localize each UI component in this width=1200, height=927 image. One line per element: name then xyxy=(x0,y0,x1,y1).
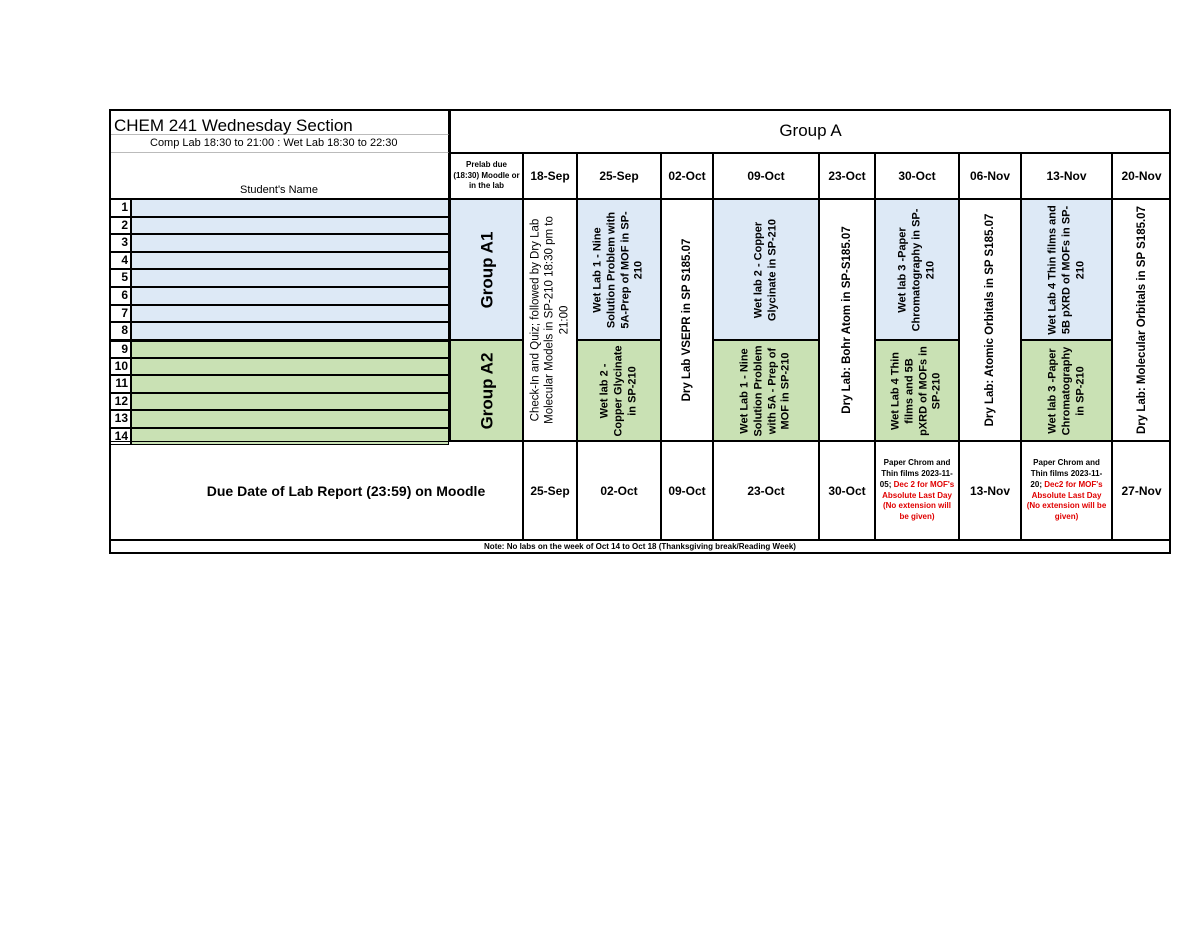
activity-oct02 xyxy=(661,199,713,441)
due-sep18: 25-Sep xyxy=(523,441,577,540)
group-a2-label: Group A2 xyxy=(476,352,496,429)
row-number: 14 xyxy=(109,428,131,445)
student-name-header xyxy=(109,153,449,199)
group-a-header-text: Group A xyxy=(779,121,842,140)
row-number: 11 xyxy=(109,375,131,393)
activity-a2-oct30 xyxy=(875,340,959,441)
activity-a2-sep25-text: Wet lab 2 - Copper Glycinate in SP-210 xyxy=(598,344,638,437)
subtitle-cell xyxy=(109,135,449,153)
date-header-nov13: 13-Nov xyxy=(1021,153,1112,199)
due-oct02: 09-Oct xyxy=(661,441,713,540)
date-header-oct23: 23-Oct xyxy=(819,153,875,199)
row-number: 7 xyxy=(109,305,131,322)
row-number: 9 xyxy=(109,340,131,358)
row-number: 8 xyxy=(109,322,131,340)
date-header-oct09: 09-Oct xyxy=(713,153,819,199)
student-name-cell[interactable] xyxy=(131,199,449,217)
due-oct30-red: Dec 2 for MOF's Absolute Last Day (No extension will be given) xyxy=(882,479,955,522)
student-name-cell[interactable] xyxy=(131,358,449,375)
due-nov13 xyxy=(1021,441,1112,540)
row-number: 10 xyxy=(109,358,131,375)
activity-nov06 xyxy=(959,199,1021,441)
activity-a1-nov13-text: Wet Lab 4 Thin films and 5B pXRD of MOFs in SP-210 xyxy=(1045,204,1086,335)
date-header-oct30: 30-Oct xyxy=(875,153,959,199)
date-header-sep18: 18-Sep xyxy=(523,153,577,199)
row-number: 12 xyxy=(109,393,131,410)
due-nov20: 27-Nov xyxy=(1112,441,1171,540)
student-name-cell[interactable] xyxy=(131,234,449,252)
title-cell xyxy=(109,109,449,135)
date-header-nov20: 20-Nov xyxy=(1112,153,1171,199)
activity-nov20-text: Dry Lab: Molecular Orbitals in SP S185.07 xyxy=(1135,206,1148,434)
row-number: 2 xyxy=(109,217,131,234)
student-name-cell[interactable] xyxy=(131,322,449,340)
prelab-header-text: Prelab due (18:30) Moodle or in the lab xyxy=(453,159,520,191)
row-number: 6 xyxy=(109,287,131,305)
activity-a1-oct30 xyxy=(875,199,959,340)
due-nov13-red: Dec2 for MOF's Absolute Last Day (No extension will be given) xyxy=(1026,479,1107,522)
student-rows xyxy=(109,199,449,443)
due-oct30 xyxy=(875,441,959,540)
row-number: 4 xyxy=(109,252,131,269)
student-name-cell[interactable] xyxy=(131,410,449,428)
due-date-label-text: Due Date of Lab Report (23:59) on Moodle xyxy=(206,482,486,499)
due-nov13-black: Paper Chrom and Thin films 2023-11-20; xyxy=(1030,458,1103,489)
sheet-subtitle: Comp Lab 18:30 to 21:00 : Wet Lab 18:30 to 22:30 xyxy=(150,137,398,149)
row-number: 1 xyxy=(109,199,131,217)
activity-oct23 xyxy=(819,199,875,441)
group-a-header xyxy=(449,109,1171,153)
due-oct09: 23-Oct xyxy=(713,441,819,540)
activity-nov20 xyxy=(1112,199,1171,441)
student-name-cell[interactable] xyxy=(131,305,449,322)
due-oct30-black: Paper Chrom and Thin films 2023-11-05; xyxy=(879,458,953,489)
row-number: 13 xyxy=(109,410,131,428)
student-name-cell[interactable] xyxy=(131,340,449,358)
activity-a2-oct09 xyxy=(713,340,819,441)
schedule-sheet xyxy=(109,109,1171,554)
due-nov06: 13-Nov xyxy=(959,441,1021,540)
activity-a1-nov13 xyxy=(1021,199,1112,340)
student-name-cell[interactable] xyxy=(131,217,449,234)
date-header-nov06: 06-Nov xyxy=(959,153,1021,199)
row-number: 3 xyxy=(109,234,131,252)
due-oct23: 30-Oct xyxy=(819,441,875,540)
date-header-sep25: 25-Sep xyxy=(577,153,661,199)
prelab-header xyxy=(449,153,523,199)
group-a2-cell xyxy=(449,340,523,441)
date-header-oct02: 02-Oct xyxy=(661,153,713,199)
activity-a2-nov13 xyxy=(1021,340,1112,441)
group-a1-cell xyxy=(449,199,523,340)
sheet-title: CHEM 241 Wednesday Section xyxy=(114,116,353,135)
student-name-header-text: Student's Name xyxy=(240,184,318,196)
activity-a2-nov13-text: Wet lab 3 -Paper Chromatography in SP-210 xyxy=(1045,346,1086,435)
due-sep25: 02-Oct xyxy=(577,441,661,540)
activity-a1-oct30-text: Wet lab 3 -Paper Chromatography in SP-210 xyxy=(896,208,936,331)
activity-a2-oct09-text: Wet Lab 1 - Nine Solution Problem with 5A - Prep of MOF in SP-210 xyxy=(738,344,792,437)
activity-sep18 xyxy=(523,199,577,441)
activity-a1-oct09-text: Wet lab 2 - Copper Glycinate in SP-210 xyxy=(752,218,778,321)
note-text: Note: No labs on the week of Oct 14 to Oct 18 (Thanksgiving break/Reading Week) xyxy=(484,542,796,551)
group-a1-label: Group A1 xyxy=(476,231,496,308)
student-name-cell[interactable] xyxy=(131,252,449,269)
student-name-cell[interactable] xyxy=(131,393,449,410)
activity-nov06-text: Dry Lab: Atomic Orbitals in SP S185.07 xyxy=(983,213,996,427)
due-date-label xyxy=(109,441,523,540)
activity-oct23-text: Dry Lab: Bohr Atom in SP-S185.07 xyxy=(840,226,853,414)
note-row xyxy=(109,540,1171,554)
activity-a2-oct30-text: Wet Lab 4 Thin films and 5B pXRD of MOFs in SP-210 xyxy=(889,345,943,436)
activity-a2-sep25 xyxy=(577,340,661,441)
student-name-cell[interactable] xyxy=(131,269,449,287)
student-name-cell[interactable] xyxy=(131,375,449,393)
activity-sep18-text: Check-In and Quiz; followed by Dry Lab Molecular Models in SP-210 18:30 pm to 21:00 xyxy=(529,216,571,424)
activity-oct02-text: Dry Lab VSEPR in SP S185.07 xyxy=(680,238,693,402)
student-name-cell[interactable] xyxy=(131,287,449,305)
activity-a1-sep25-text: Wet Lab 1 - Nine Solution Problem with 5A-Prep of MOF in SP-210 xyxy=(591,210,645,329)
row-number: 5 xyxy=(109,269,131,287)
activity-a1-sep25 xyxy=(577,199,661,340)
activity-a1-oct09 xyxy=(713,199,819,340)
